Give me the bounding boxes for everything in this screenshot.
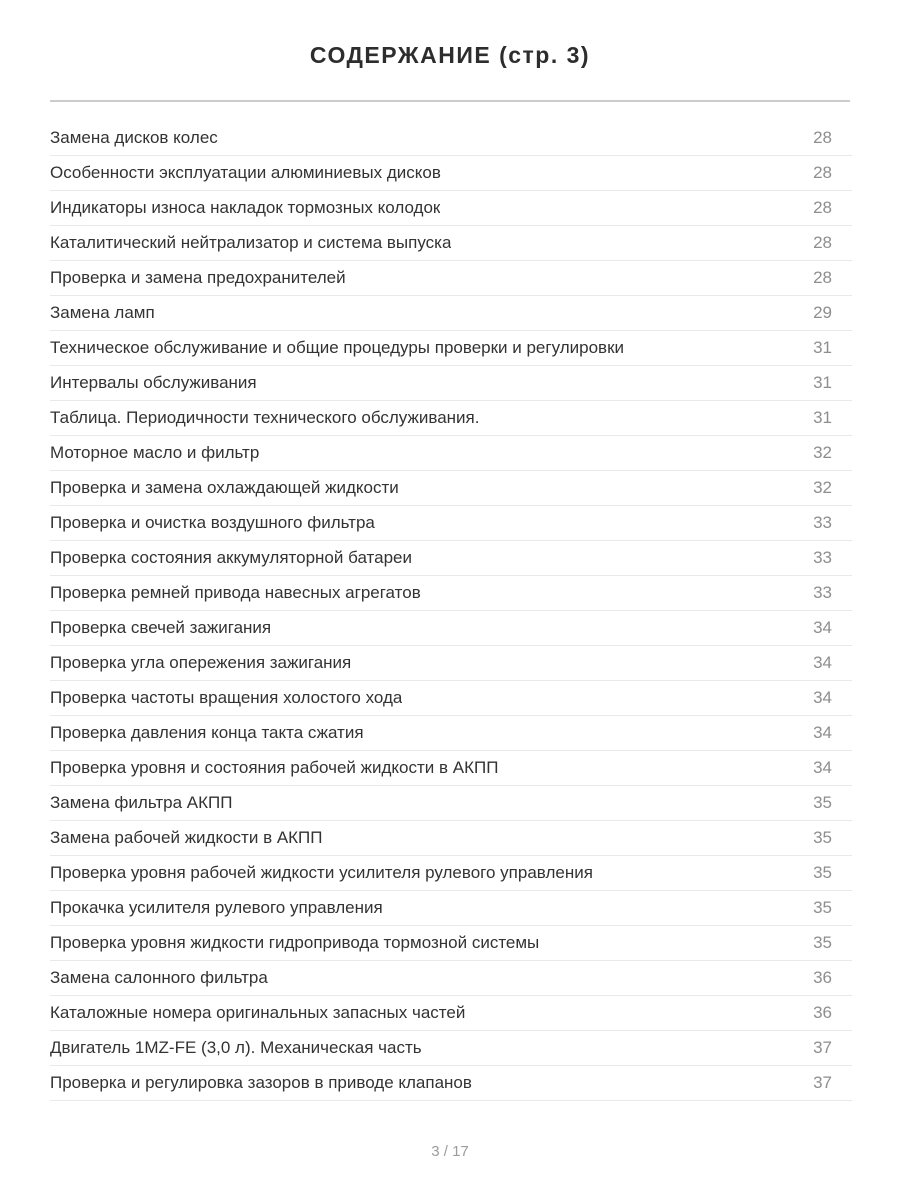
toc-row[interactable] xyxy=(50,261,852,296)
toc-entry-page: 28 xyxy=(813,233,832,252)
toc-entry-page: 31 xyxy=(813,408,832,427)
toc-entry-page: 35 xyxy=(813,828,832,847)
toc-row[interactable] xyxy=(50,751,852,786)
toc-row[interactable] xyxy=(50,996,852,1031)
toc-entry-page: 33 xyxy=(813,513,832,532)
toc-entry-page: 35 xyxy=(813,793,832,812)
toc-entry-page: 34 xyxy=(813,688,832,707)
toc-entry-label: Проверка частоты вращения холостого хода xyxy=(50,688,403,707)
toc-entry-label: Таблица. Периодичности технического обслуживания. xyxy=(50,408,480,427)
toc-row[interactable] xyxy=(50,786,852,821)
toc-entry-page: 34 xyxy=(813,653,832,672)
toc-entry-label: Техническое обслуживание и общие процедуры проверки и регулировки xyxy=(50,338,625,357)
toc-entry-page: 31 xyxy=(813,338,832,357)
toc-entry-label: Каталитический нейтрализатор и система выпуска xyxy=(50,233,452,252)
toc-row[interactable] xyxy=(50,611,852,646)
toc-entry-label: Особенности эксплуатации алюминиевых дисков xyxy=(50,163,441,182)
toc-entry-label: Индикаторы износа накладок тормозных колодок xyxy=(50,198,441,217)
toc-entry-label: Замена фильтра АКПП xyxy=(50,793,233,812)
toc-entry-page: 34 xyxy=(813,618,832,637)
toc-row[interactable] xyxy=(50,681,852,716)
toc-entry-label: Проверка давления конца такта сжатия xyxy=(50,723,364,742)
toc-entry-page: 35 xyxy=(813,863,832,882)
toc-entry-page: 34 xyxy=(813,758,832,777)
page-indicator: 3 / 17 xyxy=(431,1143,469,1160)
toc-row[interactable] xyxy=(50,226,852,261)
toc-row[interactable] xyxy=(50,121,852,156)
toc-entry-label: Интервалы обслуживания xyxy=(50,373,257,392)
toc-row[interactable] xyxy=(50,926,852,961)
toc-entry-label: Моторное масло и фильтр xyxy=(50,443,260,462)
toc-row[interactable] xyxy=(50,576,852,611)
page-title: СОДЕРЖАНИЕ (стр. 3) xyxy=(309,42,591,68)
toc-entry-label: Проверка и замена предохранителей xyxy=(50,268,346,287)
toc-row[interactable] xyxy=(50,401,852,436)
toc-entry-page: 28 xyxy=(813,268,832,287)
toc-row[interactable] xyxy=(50,961,852,996)
toc-row[interactable] xyxy=(50,646,852,681)
toc-entry-page: 36 xyxy=(813,1003,832,1022)
toc-entry-label: Прокачка усилителя рулевого управления xyxy=(50,898,383,917)
toc-entry-page: 36 xyxy=(813,968,832,987)
toc-entry-label: Проверка ремней привода навесных агрегатов xyxy=(50,583,421,602)
toc-row[interactable] xyxy=(50,156,852,191)
toc-list xyxy=(50,121,852,1101)
toc-row[interactable] xyxy=(50,471,852,506)
toc-entry-page: 35 xyxy=(813,933,832,952)
toc-entry-label: Проверка и очистка воздушного фильтра xyxy=(50,513,375,532)
toc-entry-label: Замена рабочей жидкости в АКПП xyxy=(50,828,323,847)
toc-entry-page: 28 xyxy=(813,163,832,182)
toc-row[interactable] xyxy=(50,891,852,926)
toc-row[interactable] xyxy=(50,191,852,226)
toc-row[interactable] xyxy=(50,366,852,401)
toc-entry-page: 33 xyxy=(813,548,832,567)
toc-entry-page: 33 xyxy=(813,583,832,602)
toc-row[interactable] xyxy=(50,296,852,331)
toc-row[interactable] xyxy=(50,1031,852,1066)
title-divider xyxy=(50,100,850,102)
toc-entry-label: Проверка уровня и состояния рабочей жидкости в АКПП xyxy=(50,758,499,777)
toc-entry-label: Проверка и регулировка зазоров в приводе клапанов xyxy=(50,1073,472,1092)
toc-entry-page: 35 xyxy=(813,898,832,917)
toc-entry-label: Проверка свечей зажигания xyxy=(50,618,272,637)
toc-entry-page: 31 xyxy=(813,373,832,392)
toc-entry-page: 32 xyxy=(813,478,832,497)
toc-entry-page: 37 xyxy=(813,1073,832,1092)
toc-entry-page: 32 xyxy=(813,443,832,462)
toc-entry-label: Замена ламп xyxy=(50,303,155,322)
toc-row[interactable] xyxy=(50,1066,852,1101)
toc-row[interactable] xyxy=(50,716,852,751)
toc-entry-page: 28 xyxy=(813,128,832,147)
toc-entry-page: 34 xyxy=(813,723,832,742)
toc-entry-page: 29 xyxy=(813,303,832,322)
toc-entry-label: Двигатель 1MZ-FE (3,0 л). Механическая часть xyxy=(50,1038,422,1057)
toc-entry-label: Замена дисков колес xyxy=(50,128,218,147)
toc-entry-label: Проверка и замена охлаждающей жидкости xyxy=(50,478,399,497)
toc-entry-page: 37 xyxy=(813,1038,832,1057)
toc-row[interactable] xyxy=(50,436,852,471)
toc-entry-label: Каталожные номера оригинальных запасных частей xyxy=(50,1003,466,1022)
toc-row[interactable] xyxy=(50,506,852,541)
toc-entry-label: Проверка уровня рабочей жидкости усилителя рулевого управления xyxy=(50,863,593,882)
toc-entry-label: Проверка уровня жидкости гидропривода тормозной системы xyxy=(50,933,540,952)
toc-row[interactable] xyxy=(50,856,852,891)
toc-entry-label: Проверка угла опережения зажигания xyxy=(50,653,352,672)
toc-entry-page: 28 xyxy=(813,198,832,217)
toc-entry-label: Замена салонного фильтра xyxy=(50,968,268,987)
toc-row[interactable] xyxy=(50,541,852,576)
toc-row[interactable] xyxy=(50,331,852,366)
toc-row[interactable] xyxy=(50,821,852,856)
toc-entry-label: Проверка состояния аккумуляторной батареи xyxy=(50,548,412,567)
